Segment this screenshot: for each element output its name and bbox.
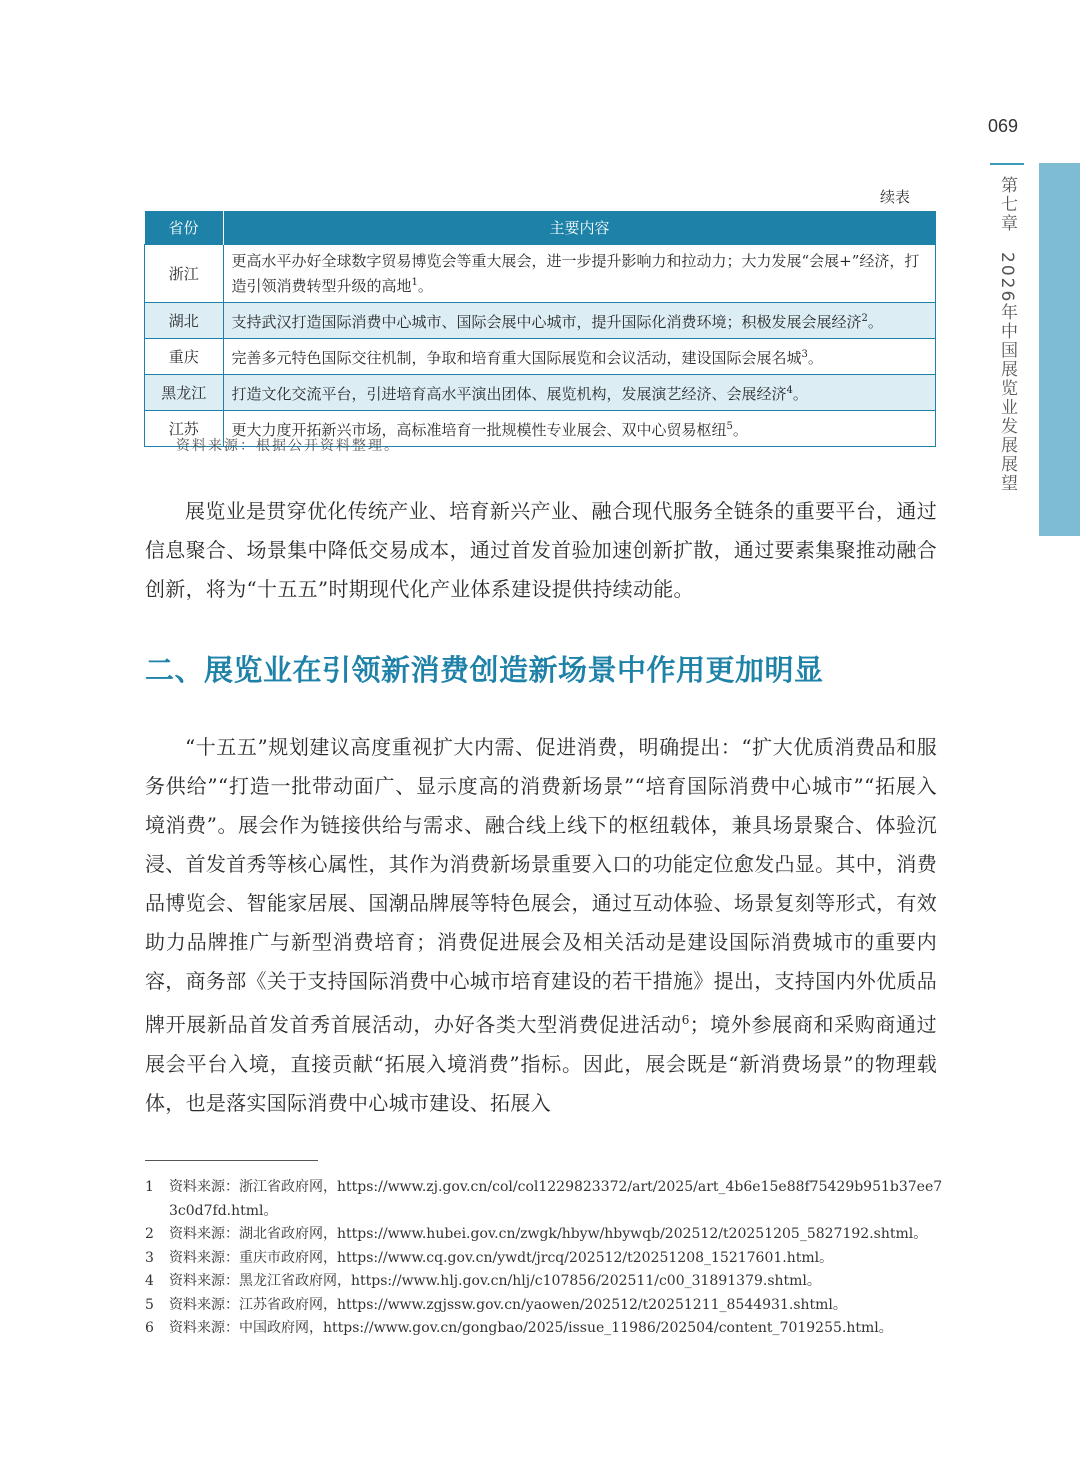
footnote-ref: 5	[726, 421, 733, 432]
table-source-note: 资料来源：根据公开资料整理。	[176, 438, 400, 454]
content-tail: 。	[867, 313, 883, 331]
footnote-separator	[145, 1160, 318, 1161]
footnote-ref: 3	[801, 349, 808, 360]
body-paragraph-1: 展览业是贯穿优化传统产业、培育新兴产业、融合现代服务全链条的重要平台，通过信息聚合、场景集中降低交易成本，通过首发首验加速创新扩散，通过要素集聚推动融合创新，将为“十五五”时期现代化产业体系建设提供持续动能。	[145, 499, 937, 601]
footnote-number: 3	[145, 1249, 154, 1266]
footnote-item	[145, 1247, 945, 1271]
footnote-number: 4	[145, 1273, 154, 1289]
content-text: 更大力度开拓新兴市场，高标准培育一批规模性专业展会、双中心贸易枢纽	[231, 421, 727, 439]
province-cell: 湖北	[145, 303, 224, 339]
footnote-ref: 1	[411, 277, 418, 288]
footnote-ref: 2	[861, 313, 868, 324]
content-cell	[223, 303, 936, 339]
footnote-item	[145, 1270, 945, 1294]
province-cell: 黑龙江	[145, 375, 224, 411]
section-heading: 二、展览业在引领新消费创造新场景中作用更加明显	[145, 653, 824, 687]
footnote-item	[145, 1176, 945, 1223]
table-header-row	[145, 211, 936, 245]
footnote-list	[145, 1176, 945, 1341]
side-color-tab	[1039, 163, 1080, 536]
footnote-text: 资料来源：重庆市政府网，https://www.cq.gov.cn/ywdt/jrcq/202512/t20251208_15217601.html。	[169, 1249, 834, 1266]
content-cell	[223, 375, 936, 411]
footnote-number: 5	[145, 1296, 154, 1313]
table-row	[145, 303, 936, 339]
province-cell: 江苏	[145, 411, 224, 447]
footnote-text: 资料来源：黑龙江省政府网，https://www.hlj.gov.cn/hlj/c107856/202511/c00_31891379.shtml。	[169, 1273, 821, 1289]
footnote-item	[145, 1294, 945, 1318]
table-row	[145, 245, 936, 303]
side-divider	[990, 163, 1024, 165]
province-table	[144, 211, 936, 447]
table-continue-label: 续表	[880, 188, 911, 206]
footnote-text: 资料来源：湖北省政府网，https://www.hubei.gov.cn/zwgk/hbyw/hbywqb/202512/t20251205_5827192.shtml。	[169, 1226, 928, 1242]
chapter-label: 第七章	[997, 176, 1017, 233]
footnote-ref: 4	[786, 385, 793, 396]
paragraph-2-text-a: “十五五”规划建议高度重视扩大内需、促进消费，明确提出：“扩大优质消费品和服务供给”“打造一批带动面广、显示度高的消费新场景”“培育国际消费中心城市”“拓展入境消费”。展会作为链接供给与需求、融合线上线下的枢纽载体，兼具场景聚合、体验沉浸、首发首秀等核心属性，其作为消费新场景重要入口的功能定位愈发凸显。其中，消费品博览会、智能家居展、国潮品牌展等特色展会，通过互动体验、场景复刻等形式，有效助力品牌推广与新型消费培育；消费促进展会及相关活动是建设国际消费城市的重要内容，商务部《关于支持国际消费中心城市培育建设的若干措施》提出，支持国内外优质品牌开展新品首发首秀首展活动，办好各类大型消费促进活动	[145, 735, 937, 1037]
page-number: 069	[988, 116, 1019, 136]
table-row	[145, 375, 936, 411]
content-text: 更高水平办好全球数字贸易博览会等重大展会，进一步提升影响力和拉动力；大力发展“会展+”经济，打造引领消费转型升级的高地	[231, 252, 920, 295]
content-text: 打造文化交流平台，引进培育高水平演出团体、展览机构，发展演艺经济、会展经济	[231, 385, 787, 403]
footnote-item	[145, 1223, 945, 1247]
footnote-number: 6	[145, 1320, 154, 1336]
province-cell: 浙江	[145, 245, 224, 303]
content-text: 完善多元特色国际交往机制，争取和培育重大国际展览和会议活动，建设国际会展名城	[231, 349, 802, 367]
province-cell: 重庆	[145, 339, 224, 375]
table-row	[145, 339, 936, 375]
paragraph-2-text-b: ；境外参展商和采购商通过展会平台入境，直接贡献“拓展入境消费”指标。因此，展会既是“新消费场景”的物理载体，也是落实国际消费中心城市建设、拓展入	[145, 1012, 937, 1115]
footnote-number: 1	[145, 1179, 154, 1195]
content-tail: 。	[792, 385, 808, 403]
content-text: 支持武汉打造国际消费中心城市、国际会展中心城市，提升国际化消费环境；积极发展会展经济	[231, 313, 862, 331]
footnote-text: 资料来源：浙江省政府网，https://www.zj.gov.cn/col/col1229823372/art/2025/art_4b6e15e88f75429b951b37ee73c0d7fd.html。	[169, 1179, 943, 1219]
footnote-ref: 6	[681, 1013, 690, 1027]
footnote-item	[145, 1317, 945, 1341]
content-cell	[223, 245, 936, 303]
header-province: 省份	[145, 211, 224, 245]
footnote-number: 2	[145, 1226, 154, 1242]
content-tail: 。	[417, 277, 433, 295]
content-cell	[223, 339, 936, 375]
side-chapter-label	[996, 176, 1018, 493]
book-title: 2026年中国展览业发展展望	[997, 252, 1017, 494]
footnote-text: 资料来源：江苏省政府网，https://www.zgjssw.gov.cn/yaowen/202512/t20251211_8544931.shtml。	[169, 1296, 847, 1313]
footnote-text: 资料来源：中国政府网，https://www.gov.cn/gongbao/2025/issue_11986/202504/content_7019255.html。	[169, 1320, 893, 1336]
header-content: 主要内容	[223, 211, 936, 245]
body-paragraph-2	[145, 728, 937, 1123]
content-tail: 。	[807, 349, 823, 367]
content-tail: 。	[732, 421, 748, 439]
